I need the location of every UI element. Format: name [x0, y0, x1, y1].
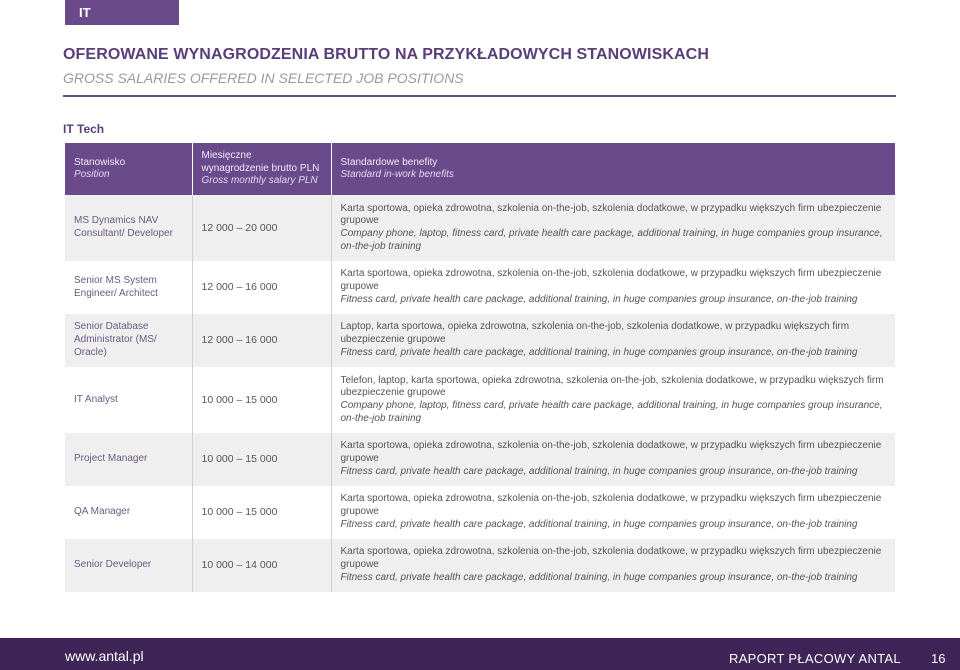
section-tab: IT	[65, 0, 179, 25]
cell-salary: 10 000 – 15 000	[192, 433, 331, 486]
column-header-pl: Miesięczne wynagrodzenie brutto PLN	[201, 150, 320, 174]
benefits-en: Fitness card, private health care package, additional training, in huge companies group insurance, on-the-job training	[340, 465, 858, 477]
column-header-en: Position	[74, 169, 110, 180]
benefits-en: Fitness card, private health care package, additional training, in huge companies group insurance, on-the-job training	[340, 571, 858, 583]
table-header-row	[65, 143, 895, 195]
benefits-en: Fitness card, private health care package, additional training, in huge companies group insurance, on-the-job training	[340, 346, 858, 358]
table-row	[65, 195, 895, 261]
salary-table	[65, 143, 895, 592]
benefits-pl: Karta sportowa, opieka zdrowotna, szkolenia on-the-job, szkolenia dodatkowe, w przypadku większych firm ubezpieczenie grupowe	[340, 440, 882, 465]
benefits-en: Company phone, laptop, fitness card, private health care package, additional training, in huge companies group insurance, on-the-job training	[340, 228, 883, 252]
column-header-en: Standard in-work benefits	[340, 169, 454, 180]
column-header-salary	[192, 143, 331, 195]
table-row	[65, 486, 895, 539]
cell-position: MS Dynamics NAV Consultant/ Developer	[65, 195, 192, 261]
cell-position: Project Manager	[65, 433, 192, 486]
cell-position: Senior Developer	[65, 539, 192, 592]
column-header-pl: Stanowisko	[74, 156, 126, 168]
benefits-en: Fitness card, private health care package, additional training, in huge companies group insurance, on-the-job training	[340, 293, 858, 305]
cell-benefits	[331, 433, 895, 486]
column-header-position	[65, 143, 192, 195]
table-row	[65, 539, 895, 592]
cell-position: IT Analyst	[65, 367, 192, 433]
footer-report-title: RAPORT PŁACOWY ANTAL	[729, 651, 901, 666]
benefits-pl: Laptop, karta sportowa, opieka zdrowotna, szkolenia on-the-job, szkolenia dodatkowe, w przypadku większych firm ubezpieczenie grupowe	[340, 321, 850, 346]
table-row	[65, 261, 895, 314]
cell-position: Senior Database Administrator (MS/ Oracle)	[65, 314, 192, 367]
cell-benefits	[331, 539, 895, 592]
cell-position: Senior MS System Engineer/ Architect	[65, 261, 192, 314]
page-number: 16	[931, 651, 946, 666]
cell-benefits	[331, 261, 895, 314]
benefits-pl: Karta sportowa, opieka zdrowotna, szkolenia on-the-job, szkolenia dodatkowe, w przypadku większych firm ubezpieczenie grupowe	[340, 202, 882, 227]
cell-salary: 10 000 – 15 000	[192, 486, 331, 539]
cell-salary: 10 000 – 14 000	[192, 539, 331, 592]
section-heading: IT Tech	[63, 122, 105, 136]
cell-benefits	[331, 314, 895, 367]
cell-salary: 12 000 – 20 000	[192, 195, 331, 261]
cell-salary: 10 000 – 15 000	[192, 367, 331, 433]
cell-benefits	[331, 367, 895, 433]
table-row	[65, 433, 895, 486]
footer-url: www.antal.pl	[65, 648, 144, 664]
page-title: OFEROWANE WYNAGRODZENIA BRUTTO NA PRZYKŁADOWYCH STANOWISKACH	[63, 46, 709, 63]
page-footer	[0, 638, 960, 670]
table-row	[65, 314, 895, 367]
benefits-en: Fitness card, private health care package, additional training, in huge companies group insurance, on-the-job training	[340, 518, 858, 530]
page-subtitle: GROSS SALARIES OFFERED IN SELECTED JOB POSITIONS	[63, 70, 464, 86]
cell-salary: 12 000 – 16 000	[192, 314, 331, 367]
benefits-pl: Karta sportowa, opieka zdrowotna, szkolenia on-the-job, szkolenia dodatkowe, w przypadku większych firm ubezpieczenie grupowe	[340, 493, 882, 518]
cell-salary: 12 000 – 16 000	[192, 261, 331, 314]
benefits-en: Company phone, laptop, fitness card, private health care package, additional training, in huge companies group insurance, on-the-job training	[340, 400, 883, 424]
benefits-pl: Karta sportowa, opieka zdrowotna, szkolenia on-the-job, szkolenia dodatkowe, w przypadku większych firm ubezpieczenie grupowe	[340, 546, 882, 571]
title-divider	[63, 95, 896, 97]
column-header-benefits	[331, 143, 895, 195]
cell-benefits	[331, 195, 895, 261]
cell-benefits	[331, 486, 895, 539]
table-row	[65, 367, 895, 433]
column-header-pl: Standardowe benefity	[340, 156, 438, 168]
benefits-pl: Telefon, laptop, karta sportowa, opieka zdrowotna, szkolenia on-the-job, szkolenia dodatkowe, w przypadku większych firm ubezpieczenie grupowe	[340, 374, 884, 399]
cell-position: QA Manager	[65, 486, 192, 539]
benefits-pl: Karta sportowa, opieka zdrowotna, szkolenia on-the-job, szkolenia dodatkowe, w przypadku większych firm ubezpieczenie grupowe	[340, 268, 882, 293]
column-header-en: Gross monthly salary PLN	[201, 175, 318, 187]
